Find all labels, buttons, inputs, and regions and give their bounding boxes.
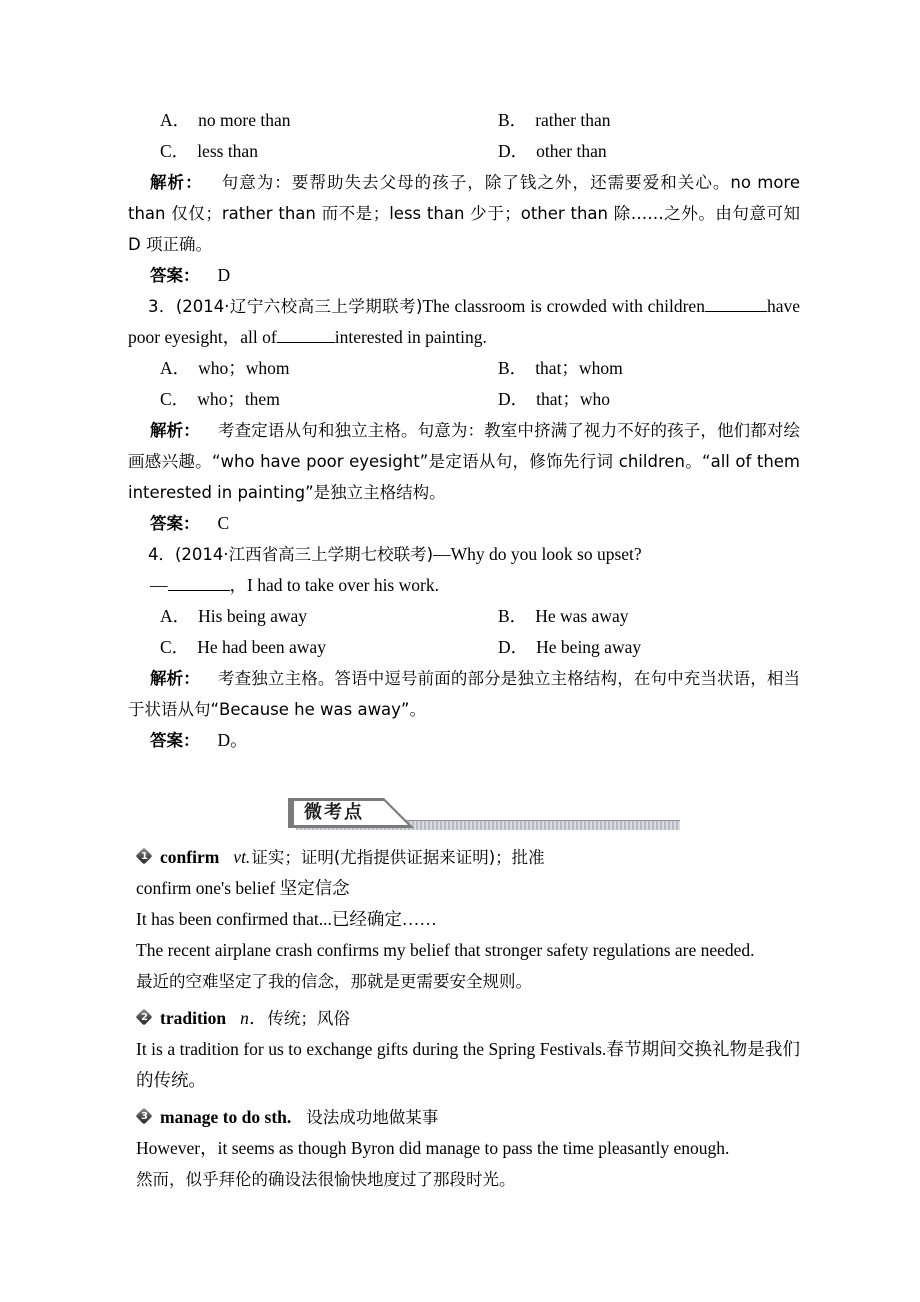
analysis-text: 考查独立主格。答语中逗号前面的部分是独立主格结构，在句中充当状语，相当于状语从句“Because he was away”。 [128, 669, 801, 719]
answer-blank[interactable] [168, 573, 230, 591]
banner-title: 微考点 [304, 802, 364, 823]
analysis-label: 解析： [150, 173, 203, 192]
option-text: He had been away [197, 637, 326, 657]
question-number: 4． [148, 545, 175, 564]
option-row [128, 105, 800, 136]
answer-block [128, 508, 800, 539]
question-stem-text: have poor eyesight，all of [128, 296, 800, 347]
key-point-1 [128, 842, 800, 997]
option-text: that；who [536, 389, 611, 409]
option-row [128, 601, 800, 632]
option-text: who；whom [198, 358, 290, 378]
key-point-example: However，it seems as though Byron did manage to pass the time pleasantly enough. [136, 1138, 730, 1158]
key-point-term: manage to do sth. [160, 1107, 292, 1127]
option-row [128, 136, 800, 167]
diamond-number-text: 3 [141, 1111, 148, 1122]
analysis-block [128, 663, 800, 725]
option-letter: C． [160, 389, 190, 409]
key-point-example: It has been confirmed that...已经确定…… [136, 909, 437, 929]
option-letter: B． [498, 110, 528, 130]
option-letter: C． [160, 141, 190, 161]
page-content [128, 105, 800, 1195]
answer-blank[interactable] [277, 325, 335, 343]
diamond-number-icon [136, 848, 153, 865]
analysis-text: 句意为：要帮助失去父母的孩子，除了钱之外，还需要爱和关心。no more than 仅仅；rather than 而不是；less than 少于；other than 除……之外。由句意可知 D 项正确。 [128, 173, 801, 254]
option-letter: C． [160, 637, 190, 657]
key-point-2 [128, 1003, 800, 1096]
key-point-3 [128, 1102, 800, 1195]
key-point-term: confirm [160, 847, 220, 867]
question-4-stem [128, 539, 800, 570]
answer-block [128, 725, 800, 756]
option-text: that；whom [535, 358, 623, 378]
answer-blank[interactable] [705, 294, 767, 312]
key-point-definition: 设法成功地做某事 [306, 1108, 439, 1127]
key-point-pos: vt. [233, 847, 251, 867]
answer-label: 答案： [150, 731, 200, 750]
option-text: other than [536, 141, 607, 161]
analysis-label: 解析： [150, 421, 200, 440]
key-point-example: confirm one's belief 坚定信念 [136, 878, 350, 898]
key-point-definition: 传统；风俗 [267, 1009, 350, 1028]
key-point-translation: 最近的空难坚定了我的信念，那就是更需要安全规则。 [136, 972, 532, 991]
option-row [128, 353, 800, 384]
dialogue-dash: — [150, 575, 168, 595]
analysis-block [128, 415, 800, 508]
question-stem-text: interested in painting. [334, 327, 487, 347]
key-point-pos: n． [240, 1008, 267, 1028]
option-text: who；them [197, 389, 280, 409]
question-3-stem [128, 291, 800, 353]
section-banner [288, 798, 680, 832]
question-stem-text: ，I had to take over his work. [229, 575, 439, 595]
key-point-heading [128, 1003, 800, 1034]
analysis-label: 解析： [150, 669, 200, 688]
key-point-heading [128, 842, 800, 873]
option-letter: B． [498, 358, 528, 378]
answer-block [128, 260, 800, 291]
option-item-c [128, 136, 464, 167]
key-point-definition: 证实；证明(尤指提供证据来证明)；批准 [251, 848, 545, 867]
option-item-a [128, 601, 464, 632]
option-letter: A． [160, 358, 191, 378]
option-letter: A． [160, 606, 191, 626]
answer-text: D。 [217, 730, 248, 750]
option-item-a [128, 353, 464, 384]
question-number: 3． [148, 297, 176, 316]
option-text: He was away [535, 606, 629, 626]
option-text: His being away [198, 606, 308, 626]
answer-label: 答案： [150, 514, 200, 533]
analysis-block [128, 167, 800, 260]
question-4-stem-line2 [128, 570, 800, 601]
key-point-example: It is a tradition for us to exchange gifts during the Spring Festivals.春节期间交换礼物是我们的传统。 [136, 1039, 800, 1090]
option-item-d [464, 384, 800, 415]
answer-text: C [217, 513, 230, 533]
key-point-term: tradition [160, 1008, 227, 1028]
option-item-b [464, 601, 800, 632]
answer-text: D [217, 265, 231, 285]
key-point-example: The recent airplane crash confirms my belief that stronger safety regulations are needed. [136, 940, 755, 960]
diamond-number-icon [136, 1108, 153, 1125]
answer-label: 答案： [150, 266, 200, 285]
option-row [128, 632, 800, 663]
diamond-number-icon [136, 1009, 153, 1026]
option-letter: A． [160, 110, 191, 130]
option-letter: D． [498, 141, 529, 161]
question-stem-text: —Why do you look so upset? [433, 544, 642, 564]
option-item-d [464, 632, 800, 663]
option-text: He being away [536, 637, 642, 657]
question-stem-text: The classroom is crowded with children [422, 296, 705, 316]
option-letter: B． [498, 606, 528, 626]
option-item-c [128, 384, 464, 415]
question-source: (2014·辽宁六校高三上学期联考) [175, 297, 423, 316]
option-item-a [128, 105, 464, 136]
key-point-translation: 然而，似乎拜伦的确设法很愉快地度过了那段时光。 [136, 1170, 516, 1189]
option-text: rather than [535, 110, 611, 130]
diamond-number-text: 1 [141, 851, 148, 862]
option-item-c [128, 632, 464, 663]
option-row [128, 384, 800, 415]
option-letter: D． [498, 389, 529, 409]
analysis-text: 考查定语从句和独立主格。句意为：教室中挤满了视力不好的孩子，他们都对绘画感兴趣。“who have poor eyesight”是定语从句，修饰先行词 children。“all of them interested in painting”是独立主格结构。 [128, 421, 801, 502]
option-text: less than [197, 141, 258, 161]
option-item-d [464, 136, 800, 167]
option-item-b [464, 105, 800, 136]
option-text: no more than [198, 110, 291, 130]
option-item-b [464, 353, 800, 384]
option-letter: D． [498, 637, 529, 657]
key-point-heading [128, 1102, 800, 1133]
diamond-number-text: 2 [141, 1012, 148, 1023]
question-source: (2014·江西省高三上学期七校联考) [175, 545, 434, 564]
